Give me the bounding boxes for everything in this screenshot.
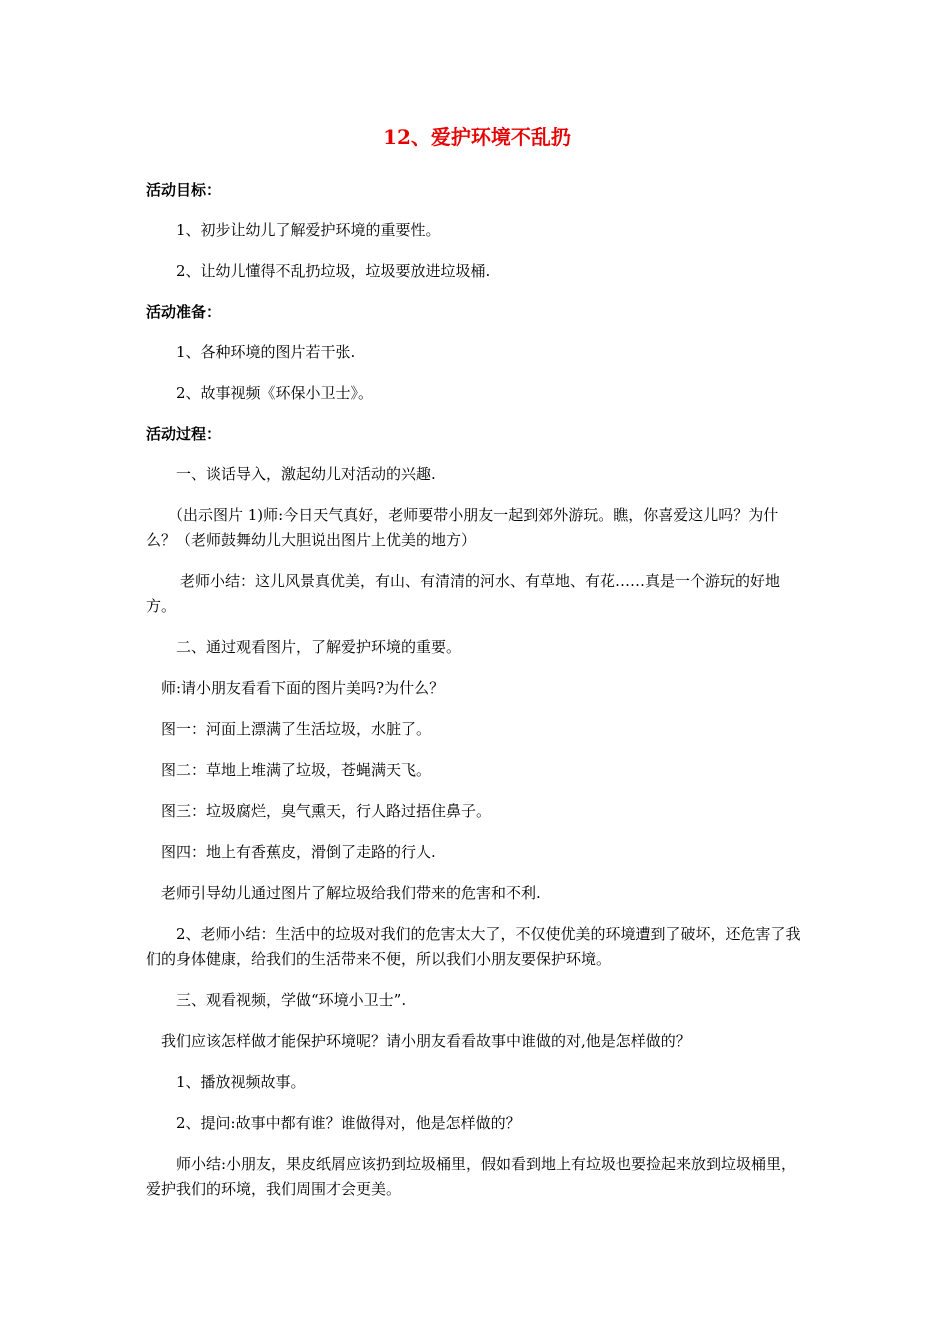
prep-item: 1、各种环境的图片若干张. [176,343,356,361]
process-paragraph: 我们应该怎样做才能保护环境呢？请小朋友看看故事中谁做的对,他是怎样做的？ [161,1032,691,1050]
process-paragraph: 图四：地上有香蕉皮，滑倒了走路的行人. [161,843,436,861]
process-paragraph: 二、通过观看图片，了解爱护环境的重要。 [176,638,462,656]
process-paragraph: 图三：垃圾腐烂，臭气熏天，行人路过捂住鼻子。 [161,802,492,820]
process-paragraph: 师:请小朋友看看下面的图片美吗?为什么？ [161,679,445,697]
prep-item: 2、故事视频《环保小卫士》。 [176,384,374,402]
process-paragraph: 2、老师小结：生活中的垃圾对我们的危害太大了，不仅使优美的环境遭到了破坏，还危害了我们的身体健康，给我们的生活带来不便，所以我们小朋友要保护环境。 [146,925,801,968]
goal-item: 2、让幼儿懂得不乱扔垃圾，垃圾要放进垃圾桶. [176,262,491,280]
process-paragraph: 老师引导幼儿通过图片了解垃圾给我们带来的危害和不利. [161,884,541,902]
document-title: 12、爱护环境不乱扔 [383,125,571,149]
process-paragraph: 师小结:小朋友，果皮纸屑应该扔到垃圾桶里，假如看到地上有垃圾也要捡起来放到垃圾桶里，爱护我们的环境，我们周围才会更美。 [146,1155,797,1198]
process-paragraph: 图二：草地上堆满了垃圾，苍蝇满天飞。 [161,761,432,779]
section-heading-prep: 活动准备： [146,303,222,321]
process-paragraph: 图一：河面上漂满了生活垃圾，水脏了。 [161,720,432,738]
section-heading-process: 活动过程： [146,425,222,443]
process-paragraph: 老师小结：这儿风景真优美，有山、有清清的河水、有草地、有花……真是一个游玩的好地方。 [146,572,781,615]
section-heading-goals: 活动目标： [146,181,222,199]
process-paragraph: 三、观看视频，学做“环境小卫士”. [176,991,407,1009]
process-paragraph: （出示图片 1)师:今日天气真好，老师要带小朋友一起到郊外游玩。瞧，你喜爱这儿吗？为什么？（老师鼓舞幼儿大胆说出图片上优美的地方） [146,506,779,549]
process-paragraph: 2、提问:故事中都有谁？谁做得对，他是怎样做的？ [176,1114,521,1132]
process-paragraph: 一、谈话导入，激起幼儿对活动的兴趣. [176,465,436,483]
document-page [146,122,808,1218]
goal-item: 1、初步让幼儿了解爱护环境的重要性。 [176,221,441,239]
process-paragraph: 1、播放视频故事。 [176,1073,306,1091]
